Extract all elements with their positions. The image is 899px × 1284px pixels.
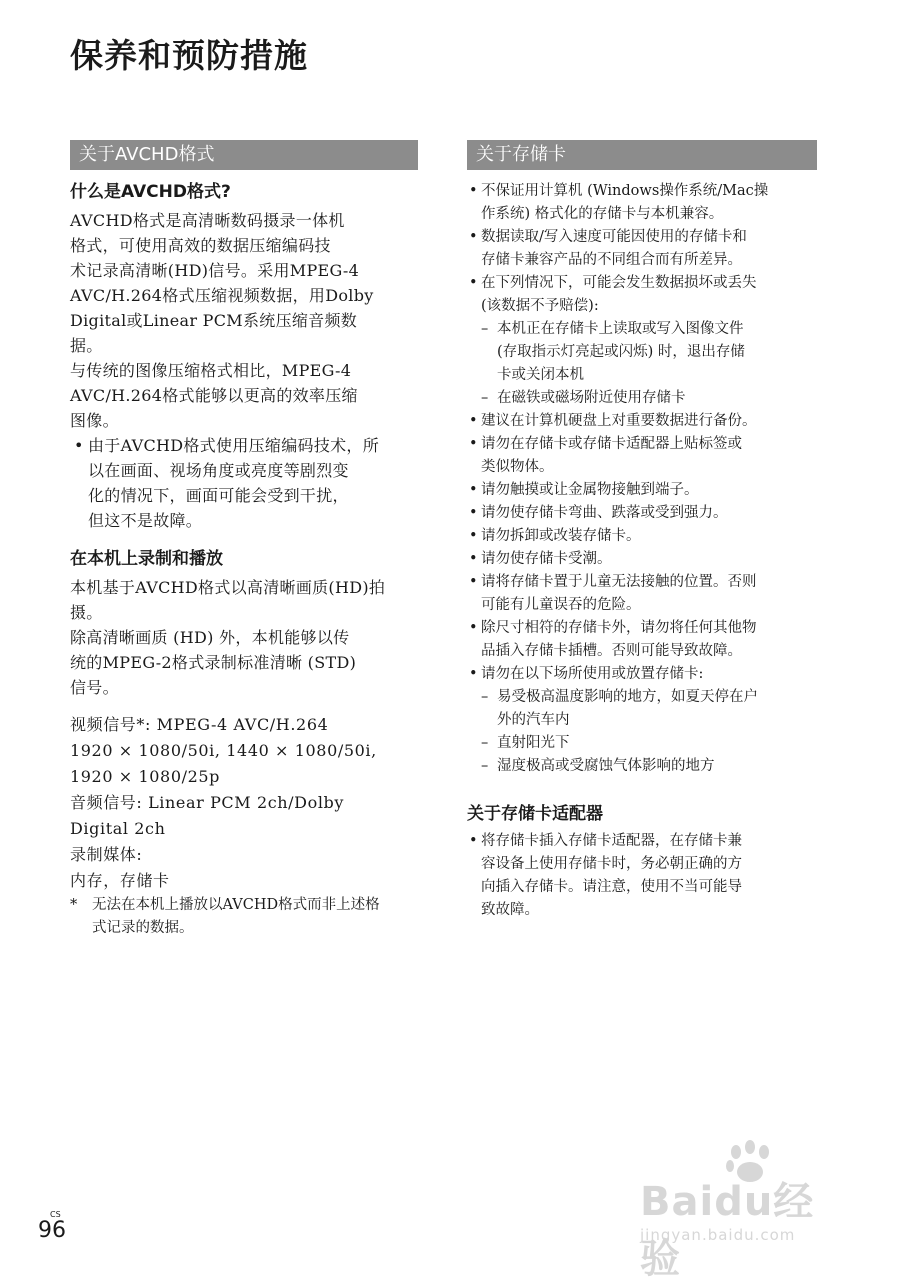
- text-line: 图像。: [70, 411, 119, 430]
- section-title-memory-card: 关于存储卡: [467, 140, 817, 170]
- dash-item: [467, 387, 817, 410]
- text-line: 不保证用计算机 (Windows操作系统/Mac操: [481, 183, 769, 199]
- bullet-item: [467, 272, 817, 318]
- text-line: AVC/H.264格式能够以更高的效率压缩: [70, 386, 358, 405]
- text-line: 统的MPEG-2格式录制标准清晰 (STD): [70, 653, 357, 672]
- bullet-icon: •: [469, 551, 478, 567]
- text-line: 将存储卡插入存储卡适配器，在存储卡兼: [481, 833, 742, 849]
- bullet-item: [467, 548, 817, 571]
- bullet-item: [467, 571, 817, 617]
- text-line: 请勿拆卸或改装存储卡。: [481, 528, 641, 544]
- bullet-item-interference: [70, 433, 418, 533]
- right-column: [467, 140, 817, 922]
- text-line: 与传统的图像压缩格式相比，MPEG-4: [70, 361, 352, 380]
- spec-line: 音频信号: Linear PCM 2ch/Dolby: [70, 793, 345, 812]
- text-line: 请勿在以下场所使用或放置存储卡:: [481, 666, 704, 682]
- paragraph-compression: [70, 358, 418, 433]
- spec-line: 1920 × 1080/50i, 1440 × 1080/50i,: [70, 741, 377, 760]
- text-line: 直射阳光下: [497, 735, 570, 751]
- text-line: 据。: [70, 336, 103, 355]
- text-line: 化的情况下，画面可能会受到干扰，: [88, 486, 349, 505]
- text-line: 摄。: [70, 603, 103, 622]
- bullet-icon: •: [469, 183, 478, 199]
- text-line: 格式，可使用高效的数据压缩编码技: [70, 236, 331, 255]
- dash-item: [467, 755, 817, 778]
- text-line: Digital或Linear PCM系统压缩音频数: [70, 311, 358, 330]
- bullet-icon: •: [469, 413, 478, 429]
- dash-icon: –: [481, 390, 489, 406]
- text-line: 本机正在存储卡上读取或写入图像文件: [497, 321, 744, 337]
- dash-item: [467, 318, 817, 387]
- text-line: 但这不是故障。: [88, 511, 203, 530]
- text-line: 以在画面、视场角度或亮度等剧烈变: [88, 461, 349, 480]
- left-column: [70, 140, 418, 940]
- text-line: 除高清晰画质 (HD) 外，本机能够以传: [70, 628, 350, 647]
- text-line: 外的汽车内: [497, 712, 570, 728]
- section-title-avchd: 关于AVCHD格式: [70, 140, 418, 170]
- page-language-code: CS: [50, 1210, 61, 1219]
- text-line: 容设备上使用存储卡时，务必朝正确的方: [481, 856, 742, 872]
- text-line: 可能有儿童误吞的危险。: [481, 597, 641, 613]
- text-line: 在磁铁或磁场附近使用存储卡: [497, 390, 686, 406]
- baidu-watermark: [640, 1140, 850, 1282]
- text-line: 存储卡兼容产品的不同组合而有所差异。: [481, 252, 742, 268]
- page-number: 96: [38, 1218, 66, 1243]
- spec-line: 内存，存储卡: [70, 871, 170, 890]
- bullet-item: [467, 502, 817, 525]
- text-line: (该数据不予赔偿):: [481, 298, 599, 314]
- bullet-icon: •: [469, 528, 478, 544]
- spec-list: [70, 712, 418, 894]
- text-line: 术记录高清晰(HD)信号。采用MPEG-4: [70, 261, 360, 280]
- dash-icon: –: [481, 321, 489, 337]
- spec-line: 1920 × 1080/25p: [70, 767, 221, 786]
- bullet-icon: •: [469, 436, 478, 452]
- text-line: 湿度极高或受腐蚀气体影响的地方: [497, 758, 715, 774]
- text-line: 请勿使存储卡弯曲、跌落或受到强力。: [481, 505, 728, 521]
- bullet-icon: •: [469, 482, 478, 498]
- subheading-record-playback: 在本机上录制和播放: [70, 549, 223, 569]
- bullet-icon: •: [74, 436, 84, 455]
- spec-line: 录制媒体:: [70, 845, 143, 864]
- spec-line: Digital 2ch: [70, 819, 166, 838]
- asterisk-mark: *: [70, 897, 78, 913]
- watermark-url: jingyan.baidu.com: [640, 1226, 796, 1244]
- text-line: 本机基于AVCHD格式以高清晰画质(HD)拍: [70, 578, 386, 597]
- bullet-icon: •: [469, 505, 478, 521]
- text-line: 请将存储卡置于儿童无法接触的位置。否则: [481, 574, 757, 590]
- text-line: 请勿触摸或让金属物接触到端子。: [481, 482, 699, 498]
- dash-item: [467, 732, 817, 755]
- bullet-icon: •: [469, 666, 478, 682]
- text-line: 请勿使存储卡受潮。: [481, 551, 612, 567]
- bullet-item: [467, 663, 817, 686]
- dash-icon: –: [481, 735, 489, 751]
- bullet-item: [467, 830, 817, 922]
- text-line: 在下列情况下，可能会发生数据损坏或丢失: [481, 275, 757, 291]
- bullet-item: [467, 410, 817, 433]
- bullet-item: [467, 617, 817, 663]
- paragraph-hd-recording: [70, 575, 418, 625]
- bullet-icon: •: [469, 275, 478, 291]
- text-line: 数据读取/写入速度可能因使用的存储卡和: [481, 229, 747, 245]
- text-line: 除尺寸相符的存储卡外，请勿将任何其他物: [481, 620, 757, 636]
- text-line: 类似物体。: [481, 459, 554, 475]
- paragraph-std-recording: [70, 625, 418, 700]
- text-line: 品插入存储卡插槽。否则可能导致故障。: [481, 643, 742, 659]
- text-line: (存取指示灯亮起或闪烁) 时，退出存储: [497, 344, 745, 360]
- text-line: 易受极高温度影响的地方，如夏天停在户: [497, 689, 758, 705]
- bullet-item: [467, 433, 817, 479]
- bullet-item: [467, 525, 817, 548]
- text-line: 致故障。: [481, 902, 539, 918]
- text-line: AVCHD格式是高清晰数码摄录一体机: [70, 211, 345, 230]
- bullet-item: [467, 226, 817, 272]
- text-line: 信号。: [70, 678, 119, 697]
- text-line: 卡或关闭本机: [497, 367, 584, 383]
- dash-icon: –: [481, 689, 489, 705]
- spec-line: 视频信号*: MPEG-4 AVC/H.264: [70, 715, 329, 734]
- text-line: 建议在计算机硬盘上对重要数据进行备份。: [481, 413, 757, 429]
- watermark-logo-text: Baidu经验: [640, 1179, 815, 1282]
- bullet-icon: •: [469, 833, 478, 849]
- subheading-card-adapter: 关于存储卡适配器: [467, 804, 603, 824]
- bullet-icon: •: [469, 574, 478, 590]
- page-title: 保养和预防措施: [70, 36, 308, 75]
- subheading-what-is-avchd: 什么是AVCHD格式?: [70, 182, 231, 202]
- footnote: [70, 894, 418, 940]
- text-line: 向插入存储卡。请注意，使用不当可能导: [481, 879, 742, 895]
- dash-item: [467, 686, 817, 732]
- dash-icon: –: [481, 758, 489, 774]
- text-line: 由于AVCHD格式使用压缩编码技术，所: [88, 436, 380, 455]
- text-line: 作系统) 格式化的存储卡与本机兼容。: [481, 206, 724, 222]
- text-line: 请勿在存储卡或存储卡适配器上贴标签或: [481, 436, 742, 452]
- bullet-item: [467, 180, 817, 226]
- bullet-icon: •: [469, 620, 478, 636]
- bullet-icon: •: [469, 229, 478, 245]
- text-line: 无法在本机上播放以AVCHD格式而非上述格: [92, 897, 380, 913]
- text-line: 式记录的数据。: [92, 920, 194, 936]
- text-line: AVC/H.264格式压缩视频数据，用Dolby: [70, 286, 374, 305]
- paragraph-avchd-intro: [70, 208, 418, 358]
- bullet-item: [467, 479, 817, 502]
